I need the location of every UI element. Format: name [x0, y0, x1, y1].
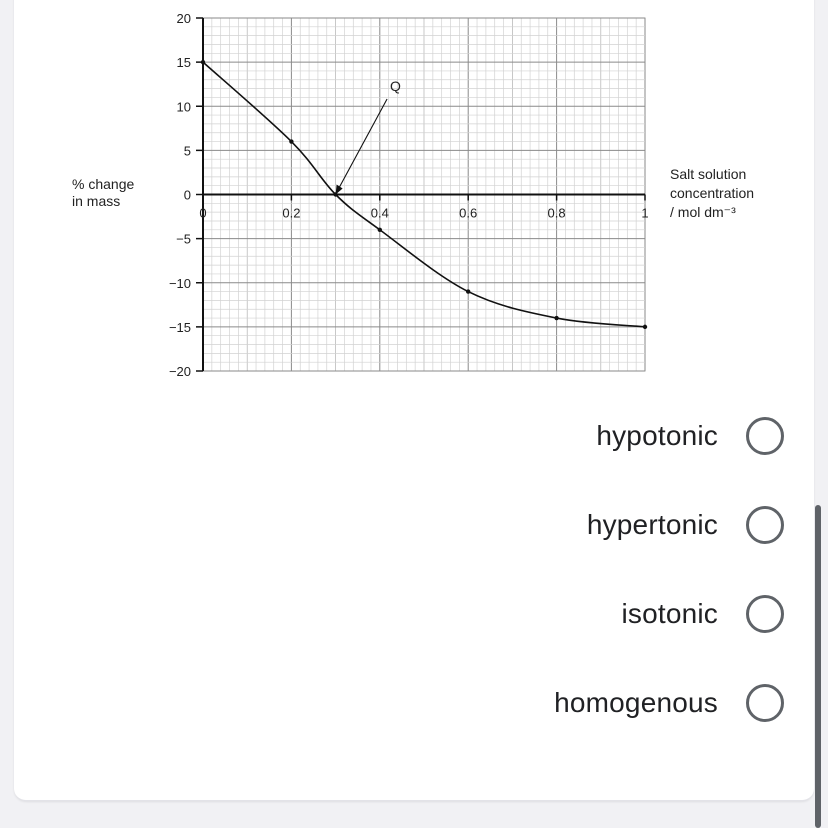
osmosis-chart	[0, 0, 828, 400]
x-tick-label: 0.6	[459, 205, 478, 221]
x-tick-label: 0.2	[282, 205, 301, 221]
option-label: hypotonic	[596, 420, 718, 451]
option-hypertonic[interactable]	[587, 506, 784, 544]
y-axis-label: % change	[72, 176, 135, 192]
data-point	[466, 289, 470, 293]
data-point	[378, 228, 382, 232]
radio-button[interactable]	[746, 595, 784, 633]
radio-button[interactable]	[746, 684, 784, 722]
y-tick-label: −5	[176, 231, 191, 247]
option-homogenous[interactable]	[554, 684, 784, 722]
x-tick-label: 1	[641, 205, 649, 221]
x-tick-label: 0.8	[547, 205, 566, 221]
option-label: hypertonic	[586, 509, 718, 540]
scrollbar[interactable]	[815, 505, 821, 828]
data-point	[201, 60, 205, 64]
x-tick-label: 0.4	[370, 205, 389, 221]
y-axis-label: in mass	[72, 193, 121, 209]
y-tick-label: 20	[176, 11, 191, 26]
radio-button[interactable]	[746, 506, 784, 544]
data-point	[554, 316, 558, 320]
option-label: isotonic	[621, 598, 718, 629]
data-point	[643, 325, 647, 329]
x-tick-label: 0	[199, 205, 207, 221]
y-tick-label: −15	[168, 319, 191, 335]
y-tick-label: −10	[168, 275, 191, 291]
option-hypotonic[interactable]	[596, 417, 784, 455]
y-tick-label: 0	[183, 187, 191, 203]
x-axis-label: / mol dm⁻³	[670, 204, 736, 220]
annotation-label: Q	[390, 78, 401, 95]
y-tick-label: 10	[176, 99, 191, 115]
x-axis-label: concentration	[670, 185, 755, 201]
chart-svg	[0, 0, 828, 400]
y-tick-label: 5	[183, 143, 191, 159]
y-tick-label: 15	[176, 55, 191, 71]
option-label: homogenous	[554, 687, 718, 718]
option-isotonic[interactable]	[621, 595, 784, 633]
radio-button[interactable]	[746, 417, 784, 455]
x-axis-label: Salt solution	[670, 166, 747, 182]
y-tick-label: −20	[168, 364, 191, 379]
data-point	[289, 139, 293, 143]
